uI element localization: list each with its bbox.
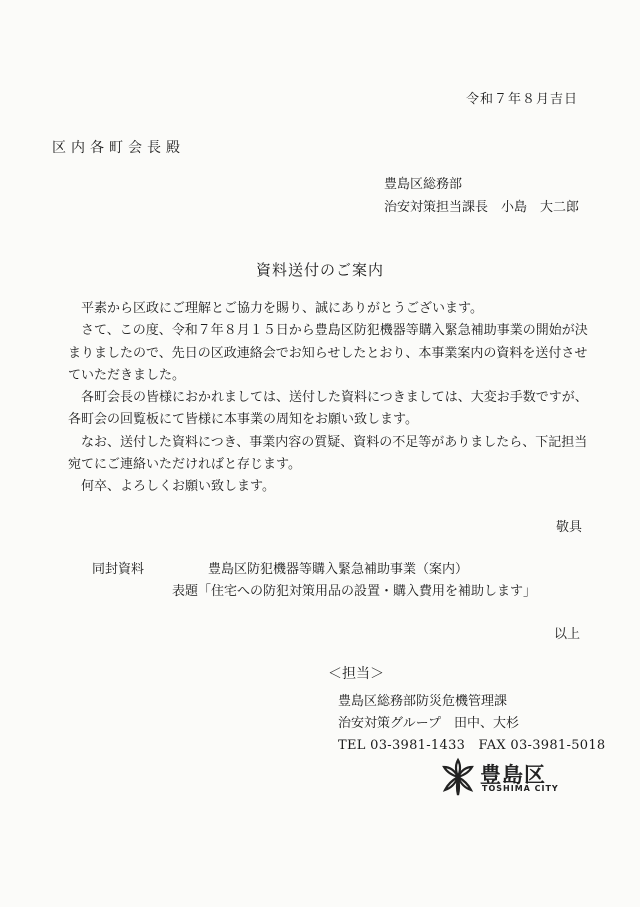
logo-name: 豊島区 [480,763,546,787]
logo-subtitle: TOSHIMA CITY [482,784,559,793]
flower-emblem-icon [440,757,476,797]
body-paragraph: さて、この度、令和７年８月１５日から豊島区防犯機器等購入緊急補助事業の開始が決まりましたので、先日の区政連絡会でお知らせしたとおり、本事業案内の資料を送付させていただきました。 [68,323,588,383]
enclosure-title: 表題「住宅への防犯対策用品の設置・購入費用を補助します」 [172,584,537,599]
contact-group: 治安対策グループ 田中、大杉 [338,716,519,731]
closing-word: 敬具 [555,520,582,535]
contact-department: 豊島区総務部防災危機管理課 [338,694,508,709]
contact-phone-fax: TEL 03-3981-1433 FAX 03-3981-5018 [338,738,606,753]
contact-heading: ＜担当＞ [328,666,384,682]
sender-name: 治安対策担当課長 小島 大二郎 [384,200,580,215]
enclosure-name: 豊島区防犯機器等購入緊急補助事業（案内） [208,562,469,577]
end-mark: 以上 [553,627,580,642]
toshima-logo [440,757,560,799]
recipient: 区内各町会長殿 [52,140,185,156]
body-paragraph: 平素から区政にご理解とご協力を賜り、誠にありがとうございます。 [81,301,483,316]
letter-title: 資料送付のご案内 [255,261,384,279]
sender-department: 豊島区総務部 [384,177,463,192]
enclosure-label: 同封資料 [92,562,145,577]
body-paragraph: なお、送付した資料につき、事業内容の質疑、資料の不足等がありましたら、下記担当宛てにご連絡いただければと存じます。 [68,434,588,473]
letter-body [68,298,590,499]
letter-date: 令和７年８月吉日 [465,92,578,107]
body-paragraph: 何卒、よろしくお願い致します。 [81,479,275,495]
body-paragraph: 各町会長の皆様におかれましては、送付した資料につきましては、大変お手数ですが、各町会の回覧板にて皆様に本事業の周知をお願い致します。 [68,390,588,428]
